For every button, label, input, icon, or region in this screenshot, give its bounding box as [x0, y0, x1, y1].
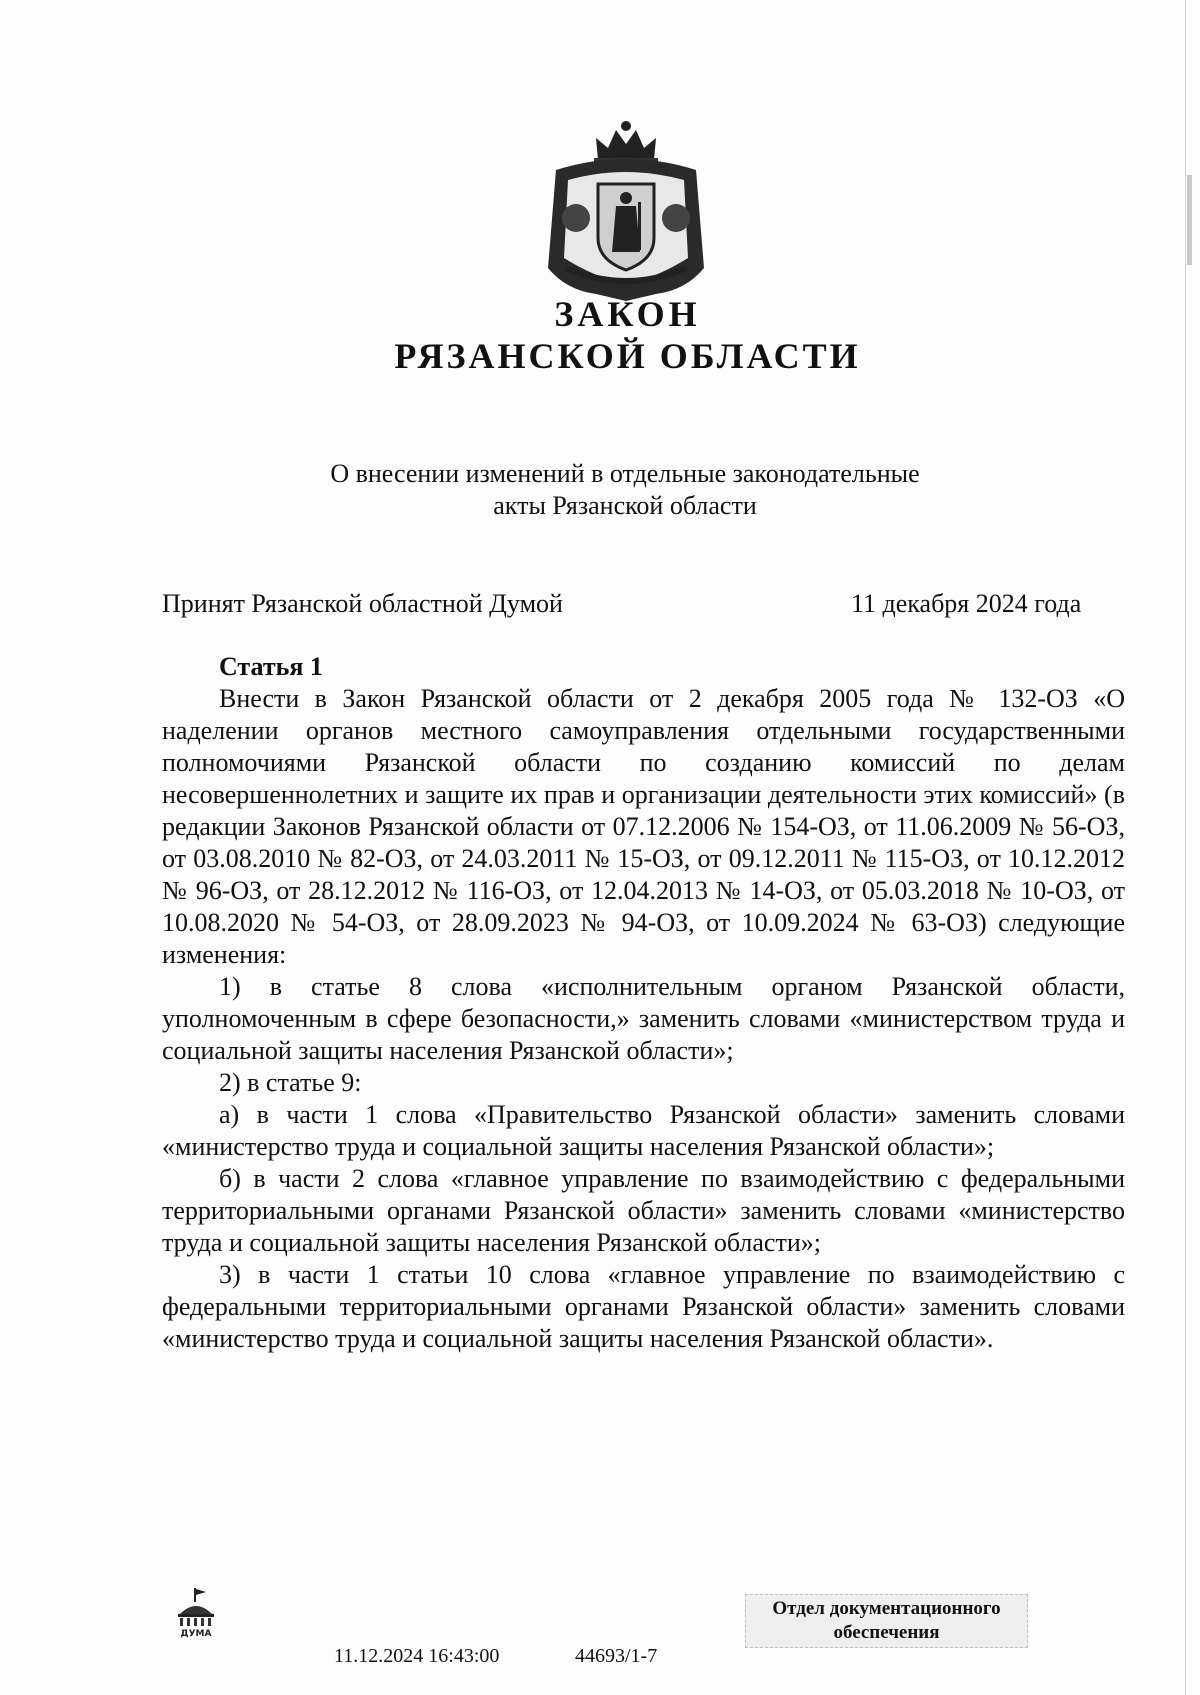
article-paragraph: 3) в части 1 статьи 10 слова «главное управление по взаимодействию с федеральными территориальными органами Рязанской области» заменить словами «министерство труда и социальной защиты населения Рязанской области». — [162, 1260, 1125, 1353]
article-paragraph: Внести в Закон Рязанской области от 2 декабря 2005 года № 132-ОЗ «О наделении органов местного самоуправления отдельными государственными полномочиями Рязанской области по созданию комиссий по делам несовершеннолетних и защите их прав и организации деятельности этих комиссий» (в редакции Законов Рязанской области от 07.12.2006 № 154-ОЗ, от 11.06.2009 № 56-ОЗ, от 03.08.2010 № 82-ОЗ, от 24.03.2011 № 15-ОЗ, от 09.12.2011 № 115-ОЗ, от 10.12.2012 № 96-ОЗ, от 28.12.2012 № 116-ОЗ, от 12.04.2013 № 14-ОЗ, от 05.03.2018 № 10-ОЗ, от 10.08.2020 № 54-ОЗ, от 28.09.2023 № 94-ОЗ, от 10.09.2024 № 63-ОЗ) следующие изменения: — [162, 684, 1125, 969]
article-paragraph: б) в части 2 слова «главное управление по взаимодействию с федеральными территориальными органами Рязанской области» заменить словами «министерство труда и социальной защиты населения Рязанской области»; — [162, 1164, 1125, 1257]
department-stamp — [745, 1594, 1028, 1648]
registration-number: 44693/1-7 — [575, 1645, 658, 1667]
scan-edge-mark — [1187, 175, 1192, 265]
law-subject — [300, 458, 950, 522]
article-paragraph: 1) в статье 8 слова «исполнительным органом Рязанской области, уполномоченным в сфере безопасности,» заменить словами «министерством труда и социальной защиты населения Рязанской области»; — [162, 972, 1125, 1065]
stamp-line1: Отдел документационного — [772, 1598, 1001, 1619]
law-subject-line2: акты Рязанской области — [493, 491, 757, 520]
duma-logo-icon — [170, 1588, 222, 1638]
document-title-line1: ЗАКОН — [554, 294, 701, 334]
coat-of-arms-emblem — [536, 118, 716, 303]
article-paragraph: а) в части 1 слова «Правительство Рязанской области» заменить словами «министерство труда и социальной защиты населения Рязанской области»; — [162, 1100, 1125, 1161]
law-subject-line1: О внесении изменений в отдельные законодательные — [330, 459, 920, 488]
scan-edge-line — [1185, 0, 1186, 1695]
stamp-line2: обеспечения — [833, 1622, 940, 1643]
article-body — [162, 683, 1125, 1355]
document-title-line2: РЯЗАНСКОЙ ОБЛАСТИ — [394, 336, 861, 376]
article-paragraph: 2) в статье 9: — [219, 1068, 362, 1097]
adoption-date: 11 декабря 2024 года — [851, 589, 1082, 618]
registration-timestamp: 11.12.2024 16:43:00 — [334, 1645, 500, 1667]
article-heading: Статья 1 — [219, 652, 323, 681]
adopted-by: Принят Рязанской областной Думой — [162, 589, 563, 618]
duma-logo-text: ДУМА — [180, 1629, 212, 1638]
